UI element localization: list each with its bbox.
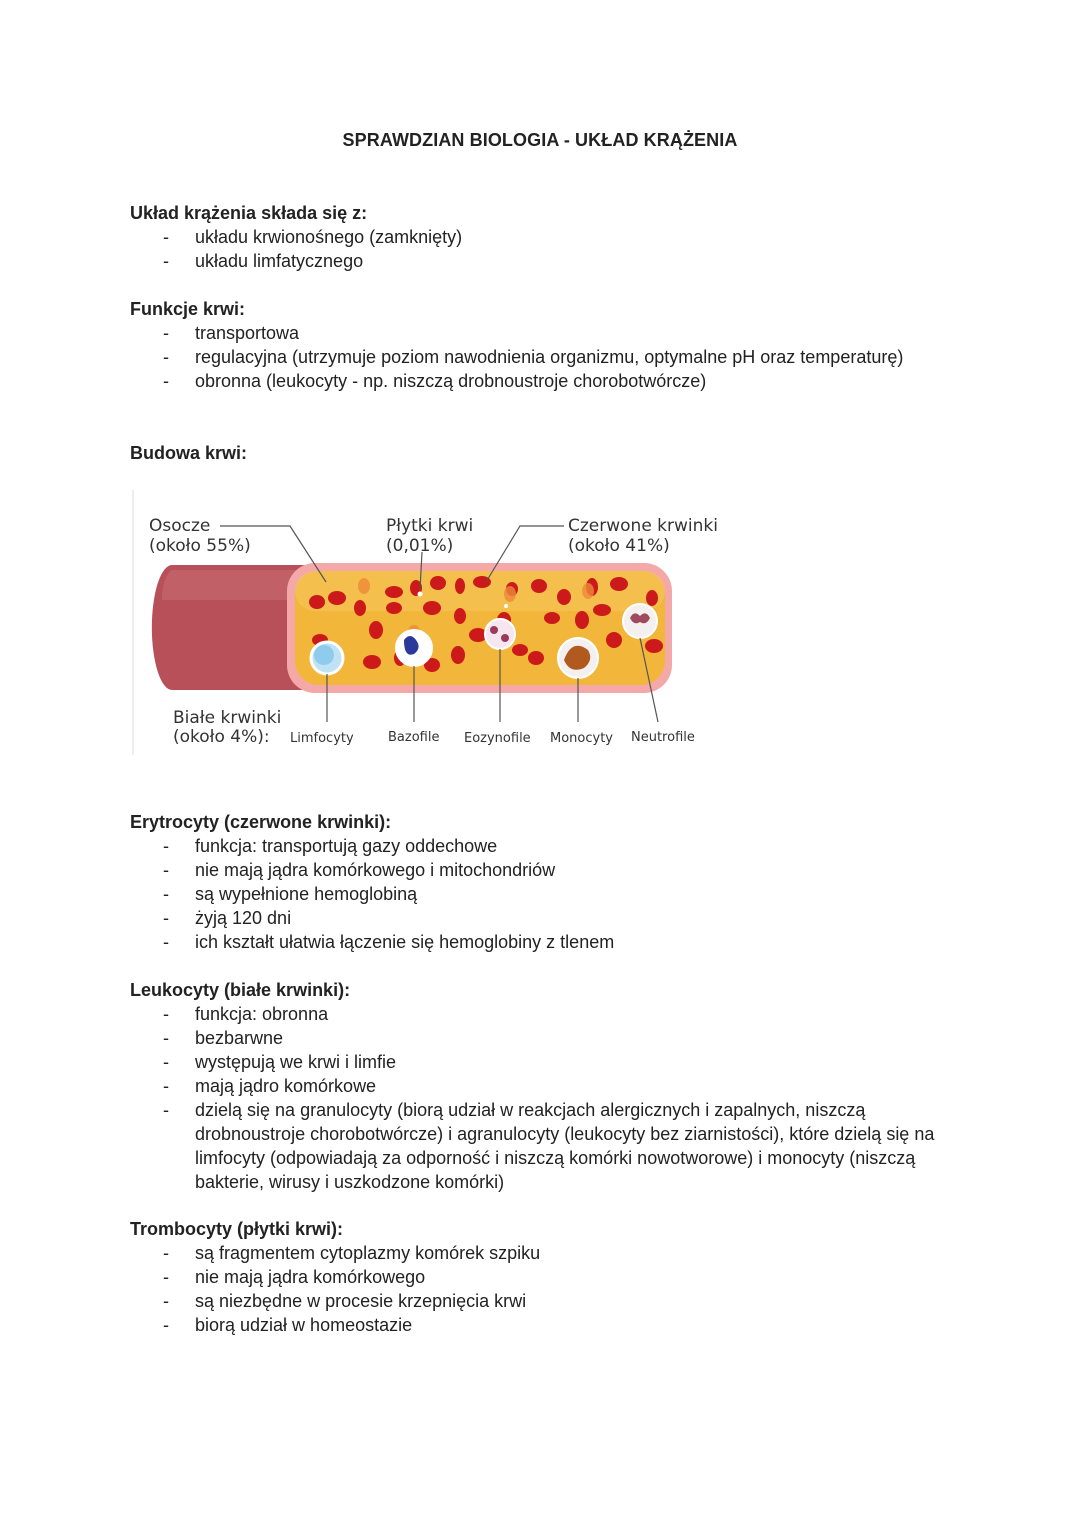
list-item: - bezbarwne (130, 1026, 960, 1050)
list-item: - ich kształt ułatwia łączenie się hemoglobiny z tlenem (130, 930, 960, 954)
list-item: - są fragmentem cytoplazmy komórek szpiku (130, 1241, 960, 1265)
label-wbc-name: Białe krwinki (173, 708, 282, 728)
erythrocytes-list (130, 834, 960, 954)
section-heading: Funkcje krwi: (130, 299, 246, 319)
circulatory-list (130, 225, 960, 273)
section-blood-functions (130, 297, 960, 393)
section-heading: Budowa krwi: (130, 443, 248, 463)
functions-list (130, 321, 960, 393)
label-platelets-name: Płytki krwi (386, 516, 474, 536)
label-eosinophils: Eozynofile (464, 731, 531, 746)
label-rbc-name: Czerwone krwinki (568, 516, 718, 536)
list-item: - nie mają jądra komórkowego (130, 1265, 960, 1289)
section-leukocytes (130, 978, 960, 1194)
list-item: - obronna (leukocyty - np. niszczą drobnoustroje chorobotwórcze) (130, 369, 960, 393)
section-heading: Erytrocyty (czerwone krwinki): (130, 812, 392, 832)
section-circulatory-system (130, 201, 960, 273)
section-heading: Leukocyty (białe krwinki): (130, 980, 351, 1000)
list-item: - regulacyjna (utrzymuje poziom nawodnienia organizmu, optymalne pH oraz temperaturę) (130, 345, 960, 369)
page-title: SPRAWDZIAN BIOLOGIA - UKŁAD KRĄŻENIA (342, 130, 738, 150)
list-item: - mają jądro komórkowe (130, 1074, 960, 1098)
label-lymphocytes: Limfocyty (290, 731, 354, 746)
platelet (418, 592, 423, 597)
section-heading: Układ krążenia składa się z: (130, 203, 368, 223)
list-item: - występują we krwi i limfie (130, 1050, 960, 1074)
list-item: - funkcja: obronna (130, 1002, 960, 1026)
list-item: - są wypełnione hemoglobiną (130, 882, 960, 906)
thrombocytes-list (130, 1241, 960, 1337)
list-item: - dzielą się na granulocyty (biorą udział w reakcjach alergicznych i zapalnych, niszczą drobnoustroje chorobotwórcze) i agranulocyty (leukocyty bez ziarnistości), które dzielą się na limfocyty (odpowiadają za odporność i niszczą komórki nowotworowe) i monocyty (niszczą bakterie, wirusy i uszkodzone komórki) (130, 1098, 960, 1194)
eosinophil-cell (485, 619, 515, 649)
label-plasma-name: Osocze (149, 516, 211, 536)
list-item: - układu krwionośnego (zamknięty) (130, 225, 960, 249)
list-item: - biorą udział w homeostazie (130, 1313, 960, 1337)
label-wbc-percent: (około 4%): (173, 727, 270, 747)
list-item: - są niezbędne w procesie krzepnięcia krwi (130, 1289, 960, 1313)
section-blood-structure (130, 441, 960, 465)
label-rbc-percent: (około 41%) (568, 536, 670, 556)
section-thrombocytes (130, 1217, 960, 1337)
blood-vessel-illustration (132, 490, 732, 760)
blood-structure-diagram (132, 490, 732, 760)
label-plasma-percent: (około 55%) (149, 536, 251, 556)
list-item: - żyją 120 dni (130, 906, 960, 930)
label-neutrophils: Neutrofile (631, 730, 695, 745)
label-basophils: Bazofile (388, 730, 440, 745)
list-item: - nie mają jądra komórkowego i mitochondriów (130, 858, 960, 882)
list-item: - funkcja: transportują gazy oddechowe (130, 834, 960, 858)
label-platelets-percent: (0,01%) (386, 536, 454, 556)
section-heading: Trombocyty (płytki krwi): (130, 1219, 344, 1239)
leukocytes-list (130, 1002, 960, 1194)
label-monocytes: Monocyty (550, 731, 613, 746)
list-item: - układu limfatycznego (130, 249, 960, 273)
list-item: - transportowa (130, 321, 960, 345)
section-erythrocytes (130, 810, 960, 954)
